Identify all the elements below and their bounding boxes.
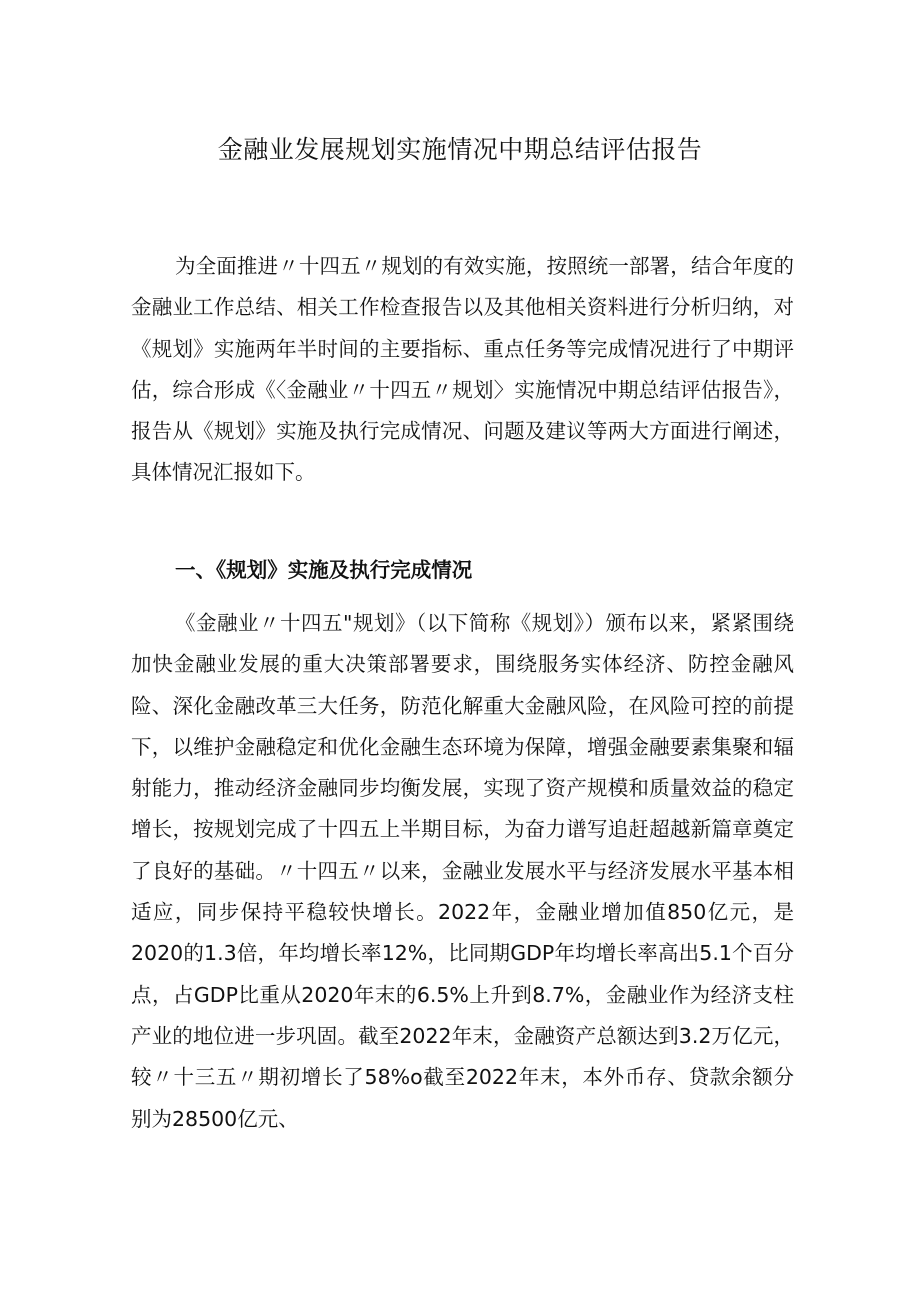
section-heading: 一、《规划》实施及执行完成情况 — [175, 558, 473, 582]
document-title: 金融业发展规划实施情况中期总结评估报告 — [217, 135, 703, 164]
section-paragraph: 《金融业〃十四五"规划》（以下简称《规划》）颁布以来，紧紧围绕加快金融业发展的重大决策部署要求，围绕服务实体经济、防控金融风险、深化金融改革三大任务，防范化解重大金融风险，在风险可控的前提下，以维护金融稳定和优化金融生态环境为保障，增强金融要素集聚和辐射能力，推动经济金融同步均衡发展，实现了资产规模和质量效益的稳定增长，按规划完成了十四五上半期目标，为奋力谱写追赶超越新篇章奠定了良好的基础。〃十四五〃以来，金融业发展水平与经济发展水平基本相适应，同步保持平稳较快增长。2022年，金融业增加值850亿元，是2020的1.3倍，年均增长率12%，比同期GDP年均增长率高出5.1个百分点，占GDP比重从2020年末的6.5%上升到8.7%，金融业作为经济支柱产业的地位进一步巩固。截至2022年末，金融资产总额达到3.2万亿元，较〃十三五〃期初增长了58%o截至2022年末，本外币存、贷款余额分别为28500亿元、 — [131, 611, 794, 1131]
intro-paragraph: 为全面推进〃十四五〃规划的有效实施，按照统一部署，结合年度的金融业工作总结、相关工作检查报告以及其他相关资料进行分析归纳，对《规划》实施两年半时间的主要指标、重点任务等完成情况进行了中期评估，综合形成《〈金融业〃十四五〃规划〉实施情况中期总结评估报告》，报告从《规划》实施及执行完成情况、问题及建议等两大方面进行阐述，具体情况汇报如下。 — [131, 254, 794, 485]
